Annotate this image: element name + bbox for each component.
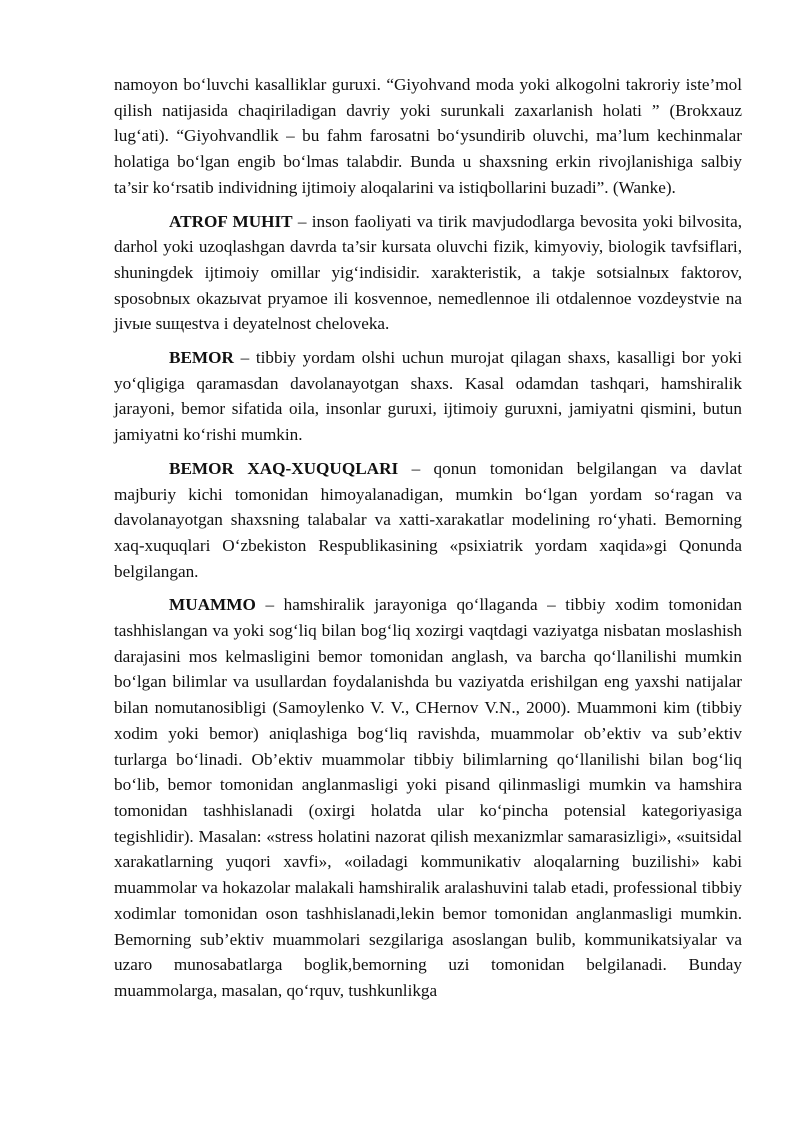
paragraph-text: – inson faoliyati va tirik mavjudodlarga bevosita yoki bilvosita, darhol yoki uzoqlashgan davrda ta’sir kursata oluvchi fizik, kimyoviy, biologik tavfsiflari, shuningdek ijtimoiy omillar yig‘indisidir. xarakteristik, a takje sotsialnых faktorov, sposobnых okazыvat pryamoe ili kosvennoe, nemedlennoe ili otdalennoe vozdeystvie na jivыe suщestva i deyatelnost cheloveka. [114,211,742,334]
paragraph-bemor-xaq-xuquqlari [114,456,742,585]
paragraph-muammo [114,592,742,1003]
paragraph-text: namoyon bo‘luvchi kasalliklar guruxi. “Giyohvand moda yoki alkogolni takroriy iste’mol qilish natijasida chaqiriladigan davriy yoki surunkali zaxarlanish holati ” (Brokxauz lug‘ati). “Giyohvandlik – bu fahm farosatni bo‘ysundirib oluvchi, ma’lum kechinmalar holatiga bo‘lgan engib bo‘lmas talabdir. Bunda u shaxsning erkin rivojlanishiga salbiy ta’sir ko‘rsatib individning ijtimoiy aloqalarini va istiqbollarini buzadi”. (Wanke). [114,75,742,197]
paragraph-continuation [114,72,742,201]
term-bemor: BEMOR [169,348,234,368]
paragraph-atrof-muhit [114,209,742,338]
term-muammo: MUAMMO [169,595,256,615]
paragraph-text: – hamshiralik jarayoniga qo‘llaganda – tibbiy xodim tomonidan tashhislangan va yoki sog‘liq bilan bog‘liq xozirgi vaqtdagi vaziyatga nisbatan moslashish darajasini mos kelmasligini bemor tomonidan anglash, va barcha qo‘llanilishi mumkin bo‘lgan bilimlar va usullardan foydalanishda bu vaziyatda erishilgan eng yaxshi natijalar bilan nomutanosibligi (Samoylenko V. V., CHernov V.N., 2000). Muammoni kim (tibbiy xodim yoki bemor) aniqlashiga bog‘liq ravishda, muammolar ob’ektiv va sub’ektiv turlarga bo‘linadi. Ob’ektiv muammolar tibbiy bilimlarning qo‘llanilishi bilan bog‘liq bo‘lib, bemor tomonidan anglanmasligi yoki pisand qilinmasligi mumkin va hamshira tomonidan tashhislanadi (oxirgi holatda ular ko‘pincha potensial kategoriyasiga tegishlidir). Masalan: «stress holatini nazorat qilish mexanizmlar samarasizligi», «suitsidal xarakatlarning yuqori xavfi», «oiladagi kommunikativ aloqalarning buzilishi» kabi muammolar va hokazolar malakali hamshiralik aralashuvini talab etadi, professional tibbiy xodimlar tomonidan oson tashhislanadi,lekin bemor tomonidan anglanmasligi mumkin. Bemorning sub’ektiv muammolari sezgilariga asoslangan bulib, kommunikatsiyalar va uzaro munosabatlarga boglik,bemorning uzi tomonidan belgilanadi. Bunday muammolarga, masalan, qo‘rquv, tushkunlikga [114,595,742,1000]
term-atrof-muhit: ATROF MUHIT [169,211,293,231]
paragraph-text: – tibbiy yordam olshi uchun murojat qilagan shaxs, kasalligi bor yoki yo‘qligiga qaramasdan davolanayotgan shaxs. Kasal odamdan tashqari, hamshiralik jarayoni, bemor sifatida oila, insonlar guruxi, ijtimoiy guruxni, jamiyatni qismini, butun jamiyatni ko‘rishi mumkin. [114,348,742,445]
paragraph-text: – qonun tomonidan belgilangan va davlat majburiy kichi tomonidan himoyalanadigan, mumkin bo‘lgan yordam so‘ragan va davolanayotgan shaxsning talabalar va xatti-xarakatlar modelining ro‘yhati. Bemorning xaq-xuquqlari O‘zbekiston Respublikasining «psixiatrik yordam xaqida»gi Qonunda belgilangan. [114,458,742,581]
term-bemor-xaq-xuquqlari: BEMOR XAQ-XUQUQLARI [169,458,399,478]
paragraph-bemor [114,345,742,448]
